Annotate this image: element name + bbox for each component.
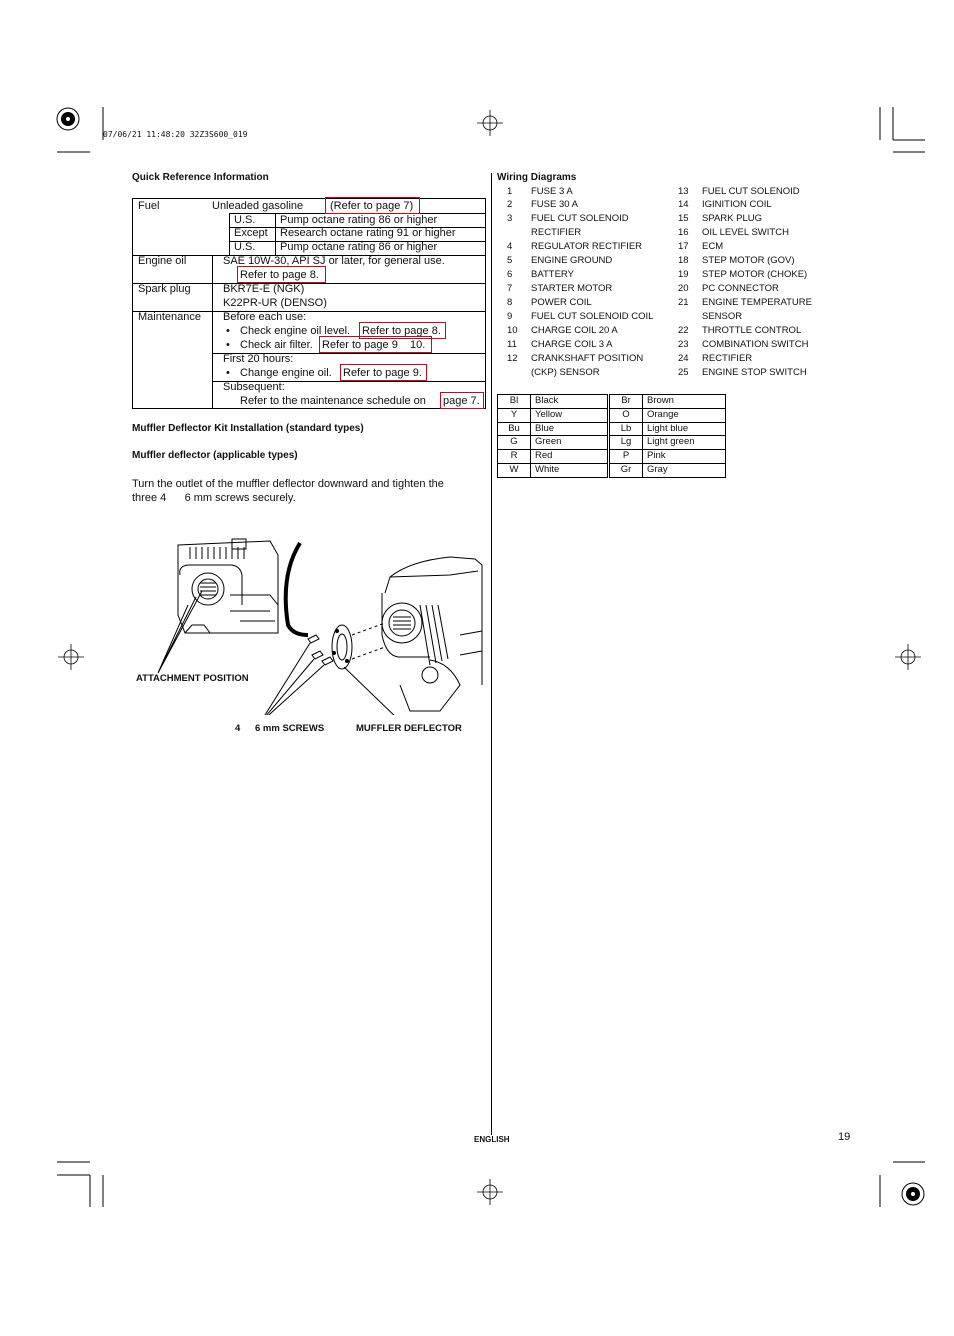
color-name: Light blue bbox=[643, 422, 726, 436]
legend-text: CRANKSHAFT POSITION bbox=[531, 353, 644, 364]
legend-text: FUEL CUT SOLENOID bbox=[702, 186, 800, 197]
legend-num: 8 bbox=[507, 297, 513, 308]
muffler-deflector-title: Muffler deflector (applicable types) bbox=[132, 450, 298, 461]
fuel-desc-1: Pump octane rating 86 or higher bbox=[280, 214, 438, 226]
maint-item-oil: Check engine oil level. bbox=[240, 325, 351, 337]
legend-text: COMBINATION SWITCH bbox=[702, 339, 809, 350]
maint-first-title: First 20 hours: bbox=[223, 353, 294, 365]
legend-num: 6 bbox=[507, 269, 513, 280]
legend-num: 21 bbox=[678, 297, 689, 308]
page-number: 19 bbox=[838, 1131, 851, 1143]
fuel-region-1: U.S. bbox=[234, 214, 256, 226]
legend-num: 23 bbox=[678, 339, 689, 350]
legend-text: FUSE 30 A bbox=[531, 199, 578, 210]
color-name: Blue bbox=[531, 422, 609, 436]
color-code: O bbox=[609, 408, 643, 422]
muffler-deflector-illustration bbox=[130, 535, 485, 715]
legend-num: 19 bbox=[678, 269, 689, 280]
color-name: Gray bbox=[643, 463, 726, 477]
screws-count-label: 4 bbox=[235, 723, 241, 734]
color-name: Red bbox=[531, 450, 609, 464]
legend-text: OIL LEVEL SWITCH bbox=[702, 227, 789, 238]
maint-item-oil-ref-link[interactable]: Refer to page 8. bbox=[362, 325, 441, 337]
legend-num: 22 bbox=[678, 325, 689, 336]
maint-filter-ref-highlight bbox=[319, 336, 432, 353]
color-name: Green bbox=[531, 436, 609, 450]
legend-num: 1 bbox=[507, 186, 513, 197]
legend-text: FUEL CUT SOLENOID COIL bbox=[531, 311, 654, 322]
table-row bbox=[498, 450, 726, 464]
maint-subsequent-title: Subsequent: bbox=[223, 381, 285, 393]
legend-text: ENGINE GROUND bbox=[531, 255, 613, 266]
maint-item-schedule-ref-link[interactable]: page 7. bbox=[443, 395, 480, 407]
legend-text: SPARK PLUG bbox=[702, 213, 763, 224]
legend-num: 5 bbox=[507, 255, 513, 266]
legend-num: 15 bbox=[678, 213, 689, 224]
color-name: Orange bbox=[643, 408, 726, 422]
engine-oil-label: Engine oil bbox=[138, 255, 187, 267]
legend-text: POWER COIL bbox=[531, 297, 592, 308]
legend-text: RECTIFIER bbox=[702, 353, 753, 364]
bullet-icon: • bbox=[226, 339, 230, 351]
maint-change-oil-ref-highlight bbox=[340, 364, 427, 381]
legend-text: (CKP) SENSOR bbox=[531, 367, 600, 378]
bullet-icon: • bbox=[226, 325, 230, 337]
maint-item-change-oil: Change engine oil. bbox=[240, 367, 332, 379]
legend-num: 3 bbox=[507, 213, 513, 224]
muffler-body-line1: Turn the outlet of the muffler deflector downward and tighten the bbox=[132, 478, 444, 490]
fuel-ref-highlight bbox=[325, 197, 420, 214]
print-timestamp: 07/06/21 11:48:20 32Z3S600_019 bbox=[103, 130, 248, 139]
legend-num: 2 bbox=[507, 199, 513, 210]
color-name: Yellow bbox=[531, 408, 609, 422]
color-name: Pink bbox=[643, 450, 726, 464]
color-code: Bl bbox=[498, 395, 531, 409]
maint-schedule-ref-highlight bbox=[440, 392, 484, 409]
legend-num: 25 bbox=[678, 367, 689, 378]
table-row bbox=[498, 408, 726, 422]
color-code: Lg bbox=[609, 436, 643, 450]
legend-num: 14 bbox=[678, 199, 689, 210]
maint-item-filter-ref-link[interactable]: Refer to page 9 10. bbox=[322, 339, 426, 351]
legend-num: 16 bbox=[678, 227, 689, 238]
legend-num: 18 bbox=[678, 255, 689, 266]
qri-title: Quick Reference Information bbox=[132, 172, 269, 183]
legend-num: 13 bbox=[678, 186, 689, 197]
legend-num: 17 bbox=[678, 241, 689, 252]
legend-num: 10 bbox=[507, 325, 518, 336]
wiring-title: Wiring Diagrams bbox=[497, 172, 577, 183]
spark-plug-label: Spark plug bbox=[138, 283, 191, 295]
fuel-region-3: U.S. bbox=[234, 241, 256, 253]
engine-oil-value: SAE 10W-30, API SJ or later, for general use. bbox=[223, 255, 445, 267]
legend-text: STEP MOTOR (GOV) bbox=[702, 255, 795, 266]
legend-text: REGULATOR RECTIFIER bbox=[531, 241, 643, 252]
legend-text: ENGINE STOP SWITCH bbox=[702, 367, 807, 378]
table-row bbox=[498, 422, 726, 436]
color-code: G bbox=[498, 436, 531, 450]
legend-text: RECTIFIER bbox=[531, 227, 582, 238]
attachment-position-label: ATTACHMENT POSITION bbox=[136, 673, 249, 684]
column-divider bbox=[491, 173, 492, 1135]
legend-num: 4 bbox=[507, 241, 513, 252]
muffler-kit-title: Muffler Deflector Kit Installation (standard types) bbox=[132, 423, 364, 434]
fuel-region-2: Except bbox=[234, 227, 268, 239]
legend-text: STEP MOTOR (CHOKE) bbox=[702, 269, 808, 280]
legend-text: STARTER MOTOR bbox=[531, 283, 613, 294]
legend-num: 11 bbox=[507, 339, 517, 350]
legend-text: FUEL CUT SOLENOID bbox=[531, 213, 629, 224]
color-code: R bbox=[498, 450, 531, 464]
legend-text: CHARGE COIL 20 A bbox=[531, 325, 618, 336]
maintenance-label: Maintenance bbox=[138, 311, 201, 323]
color-name: Brown bbox=[643, 395, 726, 409]
legend-text: BATTERY bbox=[531, 269, 574, 280]
bullet-icon: • bbox=[226, 367, 230, 379]
maint-item-filter: Check air filter. bbox=[240, 339, 313, 351]
fuel-label: Fuel bbox=[138, 200, 160, 212]
color-code: Y bbox=[498, 408, 531, 422]
table-row bbox=[498, 395, 726, 409]
maint-item-change-oil-ref-link[interactable]: Refer to page 9. bbox=[343, 367, 422, 379]
screws-label: 6 mm SCREWS bbox=[255, 723, 325, 734]
color-name: White bbox=[531, 463, 609, 477]
color-code: Gr bbox=[609, 463, 643, 477]
legend-text: PC CONNECTOR bbox=[702, 283, 779, 294]
color-name: Black bbox=[531, 395, 609, 409]
legend-num: 12 bbox=[507, 353, 518, 364]
color-code: P bbox=[609, 450, 643, 464]
legend-text: CHARGE COIL 3 A bbox=[531, 339, 613, 350]
color-code: Bu bbox=[498, 422, 531, 436]
maint-item-schedule: Refer to the maintenance schedule on bbox=[240, 395, 426, 407]
legend-text: THROTTLE CONTROL bbox=[702, 325, 802, 336]
legend-num: 9 bbox=[507, 311, 513, 322]
legend-text: ECM bbox=[702, 241, 724, 252]
table-row bbox=[498, 463, 726, 477]
legend-text: IGINITION COIL bbox=[702, 199, 772, 210]
color-name: Light green bbox=[643, 436, 726, 450]
fuel-value: Unleaded gasoline bbox=[212, 200, 304, 212]
legend-text: ENGINE TEMPERATURE bbox=[702, 297, 812, 308]
engine-oil-ref-link[interactable]: Refer to page 8. bbox=[240, 269, 319, 281]
legend-num: 24 bbox=[678, 353, 689, 364]
footer-language: ENGLISH bbox=[474, 1135, 510, 1144]
legend-num: 7 bbox=[507, 283, 513, 294]
muffler-body-line2: three 4 6 mm screws securely. bbox=[132, 492, 296, 504]
fuel-ref-link[interactable]: (Refer to page 7) bbox=[330, 200, 414, 212]
fuel-desc-2: Research octane rating 91 or higher bbox=[280, 227, 456, 239]
wire-color-table bbox=[497, 394, 726, 478]
color-code: W bbox=[498, 463, 531, 477]
fuel-desc-3: Pump octane rating 86 or higher bbox=[280, 241, 438, 253]
engine-oil-ref-highlight bbox=[237, 266, 326, 283]
spark-plug-ngk: BKR7E-E (NGK) bbox=[223, 283, 305, 295]
spark-plug-denso: K22PR-UR (DENSO) bbox=[223, 297, 327, 309]
maint-before-title: Before each use: bbox=[223, 311, 307, 323]
table-row bbox=[498, 436, 726, 450]
legend-text: FUSE 3 A bbox=[531, 186, 573, 197]
color-code: Br bbox=[609, 395, 643, 409]
muffler-deflector-label: MUFFLER DEFLECTOR bbox=[356, 723, 462, 734]
legend-text: SENSOR bbox=[702, 311, 743, 322]
color-code: Lb bbox=[609, 422, 643, 436]
legend-num: 20 bbox=[678, 283, 689, 294]
